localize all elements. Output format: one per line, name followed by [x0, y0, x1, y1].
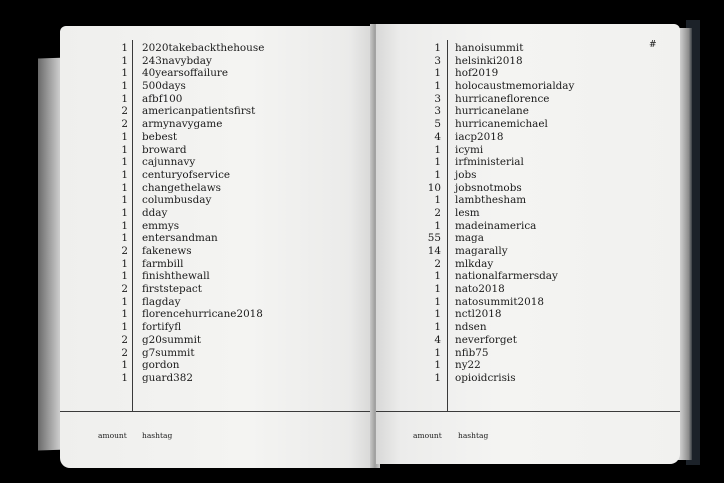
amount-cell: 10	[427, 181, 441, 194]
left-footer-hashtag-label: hashtag	[142, 431, 173, 440]
hashtag-cell: nfib75	[455, 346, 489, 359]
amount-cell: 1	[121, 219, 128, 232]
hashtag-cell: columbusday	[142, 194, 212, 207]
amount-cell: 1	[121, 295, 128, 308]
amount-cell: 1	[121, 321, 128, 334]
right-footer-amount-label: amount	[413, 431, 442, 440]
hashtag-cell: g7summit	[142, 346, 195, 359]
amount-cell: 1	[121, 92, 128, 105]
hashtag-cell: nctl2018	[455, 308, 502, 321]
hashtag-cell: neverforget	[455, 333, 517, 346]
amount-cell: 1	[434, 359, 441, 372]
hashtag-cell: ny22	[455, 359, 481, 372]
hashtag-cell: fortifyfl	[142, 321, 182, 334]
right-footer-hashtag-label: hashtag	[458, 431, 489, 440]
amount-cell: 1	[434, 42, 441, 54]
hashtag-cell: iacp2018	[455, 130, 504, 143]
amount-cell: 1	[121, 42, 128, 54]
hashtag-cell: hurricanemichael	[455, 118, 548, 131]
amount-cell: 1	[121, 67, 128, 80]
hashtag-cell: magarally	[455, 245, 508, 257]
hashtag-cell: centuryofservice	[142, 168, 231, 181]
amount-cell: 2	[121, 105, 128, 118]
hashtag-cell: hof2019	[455, 67, 499, 80]
amount-cell: 4	[434, 333, 441, 346]
amount-cell: 3	[434, 105, 441, 118]
hashtag-cell: irfministerial	[455, 156, 524, 169]
amount-cell: 55	[427, 232, 441, 245]
hashtag-cell: lesm	[455, 206, 480, 219]
amount-cell: 1	[121, 232, 128, 245]
amount-cell: 14	[427, 245, 441, 257]
left-footer-rule	[60, 411, 374, 412]
hashtag-cell: americanpatientsfirst	[142, 105, 256, 118]
amount-cell: 1	[121, 359, 128, 372]
amount-cell: 3	[434, 54, 441, 67]
hashtag-cell: flagday	[142, 295, 181, 308]
hashtag-cell: helsinki2018	[455, 54, 523, 67]
hashtag-cell: nato2018	[455, 283, 505, 296]
hashtag-cell: bebest	[142, 130, 178, 143]
section-mark: #	[649, 40, 657, 50]
amount-cell: 1	[121, 257, 128, 270]
amount-cell: 1	[434, 80, 441, 93]
hashtag-cell: guard382	[142, 371, 193, 384]
hashtag-cell: hurricanelane	[455, 105, 529, 118]
amount-cell: 1	[434, 270, 441, 283]
amount-cell: 1	[434, 156, 441, 169]
amount-cell: 1	[434, 194, 441, 207]
amount-cell: 1	[434, 219, 441, 232]
hashtag-cell: armynavygame	[142, 118, 223, 131]
hashtag-cell: hanoisummit	[455, 42, 524, 54]
amount-cell: 1	[434, 371, 441, 384]
hashtag-cell: maga	[455, 232, 484, 245]
amount-cell: 2	[121, 283, 128, 296]
amount-cell: 2	[121, 245, 128, 257]
amount-cell: 2	[121, 118, 128, 131]
amount-cell: 4	[434, 130, 441, 143]
hashtag-cell: 40yearsoffailure	[142, 67, 229, 80]
amount-cell: 1	[121, 80, 128, 93]
amount-cell: 1	[434, 295, 441, 308]
amount-cell: 1	[121, 143, 128, 156]
amount-cell: 1	[434, 308, 441, 321]
left-page	[60, 26, 374, 468]
amount-cell: 1	[121, 194, 128, 207]
amount-cell: 1	[121, 156, 128, 169]
hashtag-cell: lambthesham	[455, 194, 527, 207]
amount-cell: 1	[434, 143, 441, 156]
hashtag-cell: holocaustmemorialday	[455, 80, 575, 93]
hashtag-cell: fakenews	[142, 245, 192, 257]
left-column-rule	[132, 40, 133, 411]
hashtag-cell: jobsnotmobs	[455, 181, 522, 194]
right-page	[376, 24, 680, 464]
hashtag-cell: 243navybday	[142, 54, 212, 67]
hashtag-cell: mlkday	[455, 257, 494, 270]
amount-cell: 1	[434, 67, 441, 80]
amount-cell: 2	[434, 257, 441, 270]
right-column-rule	[447, 40, 448, 411]
hashtag-cell: 500days	[142, 80, 186, 93]
hashtag-cell: farmbill	[142, 257, 184, 270]
hashtag-cell: ndsen	[455, 321, 487, 334]
hashtag-cell: afbf100	[142, 92, 183, 105]
amount-cell: 1	[121, 308, 128, 321]
hashtag-cell: broward	[142, 143, 187, 156]
hashtag-cell: dday	[142, 206, 168, 219]
hashtag-cell: jobs	[455, 168, 477, 181]
amount-cell: 1	[121, 54, 128, 67]
hashtag-cell: cajunnavy	[142, 156, 196, 169]
amount-cell: 1	[121, 181, 128, 194]
amount-cell: 1	[434, 321, 441, 334]
hashtag-cell: finishthewall	[142, 270, 210, 283]
amount-cell: 2	[121, 333, 128, 346]
amount-cell: 1	[121, 371, 128, 384]
hashtag-cell: hurricaneflorence	[455, 92, 550, 105]
hashtag-cell: florencehurricane2018	[142, 308, 263, 321]
left-footer-amount-label: amount	[98, 431, 127, 440]
hashtag-cell: nationalfarmersday	[455, 270, 558, 283]
hashtag-cell: opioidcrisis	[455, 371, 516, 384]
hashtag-cell: 2020takebackthehouse	[142, 42, 265, 54]
hashtag-cell: firststepact	[142, 283, 202, 296]
right-footer-rule	[376, 411, 680, 412]
amount-cell: 1	[121, 168, 128, 181]
amount-cell: 5	[434, 118, 441, 131]
hashtag-cell: g20summit	[142, 333, 202, 346]
amount-cell: 2	[121, 346, 128, 359]
amount-cell: 1	[121, 130, 128, 143]
amount-cell: 1	[434, 168, 441, 181]
hashtag-cell: natosummit2018	[455, 295, 544, 308]
amount-cell: 1	[434, 346, 441, 359]
hashtag-cell: gordon	[142, 359, 180, 372]
amount-cell: 1	[121, 270, 128, 283]
amount-cell: 2	[434, 206, 441, 219]
hashtag-cell: changethelaws	[142, 181, 221, 194]
amount-cell: 1	[434, 283, 441, 296]
hashtag-cell: entersandman	[142, 232, 218, 245]
amount-cell: 3	[434, 92, 441, 105]
amount-cell: 1	[121, 206, 128, 219]
hashtag-cell: emmys	[142, 219, 180, 232]
hashtag-cell: madeinamerica	[455, 219, 537, 232]
hashtag-cell: icymi	[455, 143, 484, 156]
